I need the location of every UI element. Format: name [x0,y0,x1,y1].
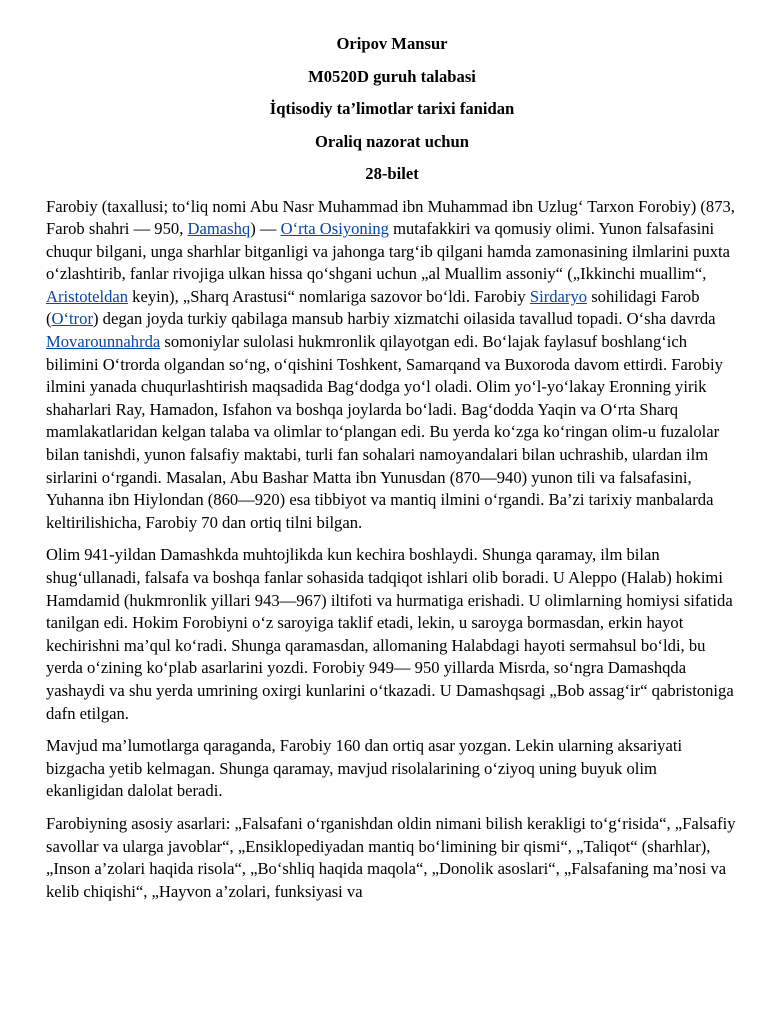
subject-title: İqtisodiy ta’limotlar tarixi fanidan [269,99,515,118]
link-sirdaryo[interactable]: Sirdaryo [529,286,588,306]
link-orta-osiyo[interactable]: O‘rta Osiyoning [280,219,389,239]
paragraph-text: ) degan joyda turkiy qabilaga mansub harbiy xizmatchi oilasida tavallud topadi. O‘sha davrda [93,309,716,329]
body-paragraph [46,813,738,903]
paragraph-text: sohilidagi Farob ( [46,286,700,329]
student-group: M0520D guruh talabasi [308,66,476,86]
paragraph-text: ) — [250,219,281,239]
body-paragraph [46,735,738,803]
link-movarounnahr[interactable]: Movarounnahrda [46,332,161,352]
paragraph-text: keyin), „Sharq Arastusi“ nomlariga sazovor bo‘ldi. Farobiy [128,286,530,306]
exam-purpose: Oraliq nazorat uchun [315,131,469,151]
link-aristotel[interactable]: Aristoteldan [46,286,129,306]
paragraph-text: Olim 941-yildan Damashkda muhtojlikda kun kechira boshlaydi. Shunga qaramay, ilm bilan shug‘ullanadi, falsafa va boshqa fanlar sohasida tadqiqot ishlari olib boradi. U Aleppo (Halab) hokimi Hamdamid (hukmronlik yillari 943—967) iltifoti va hurmatiga erishadi. U olimlarning homiysi sifatida tanilgan edi. Hokim Forobiyni o‘z saroyiga taklif etadi, lekin, u saroyga bormasdan, erkin hayot kechirishni ma’qul ko‘radi. Shunga qaramasdan, allomaning Halabdagi hayoti sermahsul bo‘ldi, bu yerda o‘zining ko‘plab asarlarini yozdi. Forobiy 949— 950 yillarda Misrda, so‘ngra Damashqda yashaydi va shu yerda umrining oxirgi kunlarini o‘tkazadi. U Damashqsagi „Bob assag‘ir“ qabristoniga dafn etilgan. [46,545,734,723]
paragraph-text: somoniylar sulolasi hukmronlik qilayotgan edi. Bo‘lajak faylasuf boshlang‘ich bilimini O‘trorda olgandan so‘ng, o‘qishini Toshkent, Samarqand va Buxoroda davom ettirdi. Farobiy ilmini yanada chuqurlashtirish maqsadida Bag‘dodga yo‘l oladi. Olim yo‘l-yo‘lakay Eronning yirik shaharlari Ray, Hamadon, Isfahon va boshqa joylarda bo‘ladi. Bag‘dodda Yaqin va O‘rta Sharq mamlakatlaridan kelgan talaba va olimlar to‘plangan edi. Bu yerda ko‘zga ko‘ringan olim-u fuzalolar bilan tanishdi, yunon falsafiy maktabi, turli fan sohalari namoyandalari bilan uchrashib, ulardan ilm sirlarini o‘rgandi. Masalan, Abu Bashar Matta ibn Yunusdan (870—940) yunon tili va falsafasini, Yuhanna ibn Hiylondan (860—920) esa tibbiyot va mantiq ilmini o‘rgandi. Ba’zi tarixiy manbalarda keltirilishicha, Farobiy 70 dan ortiq tilni bilgan. [46,332,723,532]
link-otror[interactable]: O‘tror [51,309,93,329]
body-paragraph [46,196,738,535]
author-name: Oripov Mansur [336,34,448,53]
document-body [46,196,738,904]
link-damashq[interactable]: Damashq [187,219,251,239]
paragraph-text: Farobiy (taxallusi; to‘liq nomi Abu Nasr Muhammad ibn Muhammad ibn Uzlug‘ Tarxon Forobiy) (873, Farob shahri — 950, [46,196,735,239]
document-page [46,30,738,913]
body-paragraph [46,544,738,725]
paragraph-text: Farobiyning asosiy asarlari: „Falsafani o‘rganishdan oldin nimani bilish kerakligi to‘g‘risida“, „Falsafiy savollar va ularga javoblar“, „Ensiklopediyadan mantiq bo‘limining bir qismi“, „Taliqot“ (sharhlar), „Inson a’zolari haqida risola“, „Bo‘shliq haqida maqola“, „Donolik asoslari“, „Falsafaning ma’nosi va kelib chiqishi“, „Hayvon a’zolari, funksiyasi va [46,813,736,901]
paragraph-text: Mavjud ma’lumotlarga qaraganda, Farobiy 160 dan ortiq asar yozgan. Lekin ularning aksariyati bizgacha yetib kelmagan. Shunga qaramay, mavjud risolalarining o‘ziyoq uning buyuk olim ekanligidan dalolat beradi. [46,736,683,801]
ticket-number: 28-bilet [365,164,419,183]
paragraph-text: mutafakkiri va qomusiy olimi. Yunon falsafasini chuqur bilgani, unga sharhlar bitganligi va jahonga targ‘ib qilgani hamda zamonasining ilmlarini puxta o‘zlashtirib, fanlar rivojiga ulkan hissa qo‘shgani uchun „al Muallim assoniy“ („Ikkinchi muallim“, [46,219,731,284]
